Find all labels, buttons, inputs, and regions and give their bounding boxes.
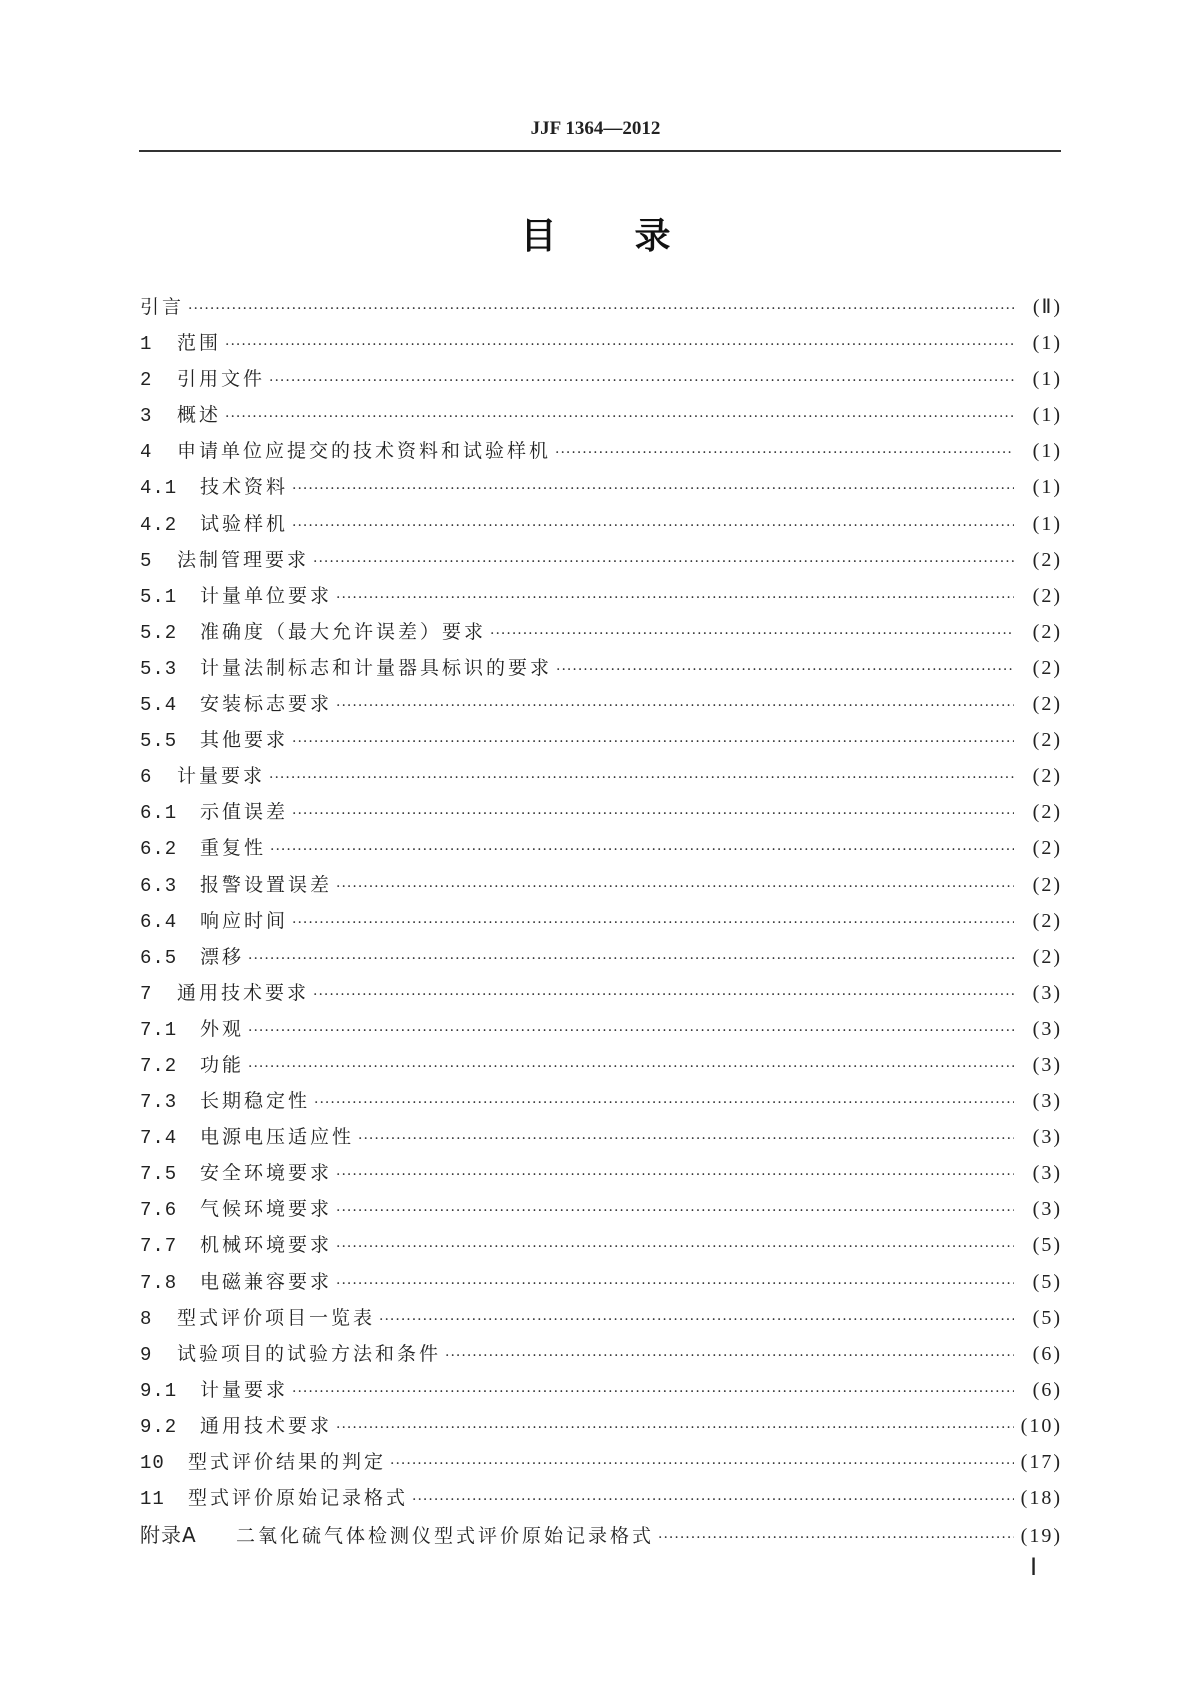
toc-entry-page: (1) (1032, 440, 1062, 463)
dot-leader (336, 1239, 1014, 1255)
toc-entry[interactable] (140, 1086, 1062, 1122)
toc-entry-page: (5) (1032, 1270, 1062, 1293)
dot-leader (336, 1420, 1014, 1436)
toc-entry-title: 电磁兼容要求 (200, 1270, 333, 1293)
toc-entry-number: 7.5 (140, 1163, 178, 1186)
dot-leader (336, 590, 1014, 606)
toc-entry-title: 安装标志要求 (200, 693, 333, 716)
toc-entry-title: 试验项目的试验方法和条件 (177, 1342, 442, 1365)
toc-entry-number: 4.2 (140, 513, 178, 536)
toc-entry[interactable] (140, 581, 1062, 617)
toc-entry[interactable] (140, 1122, 1062, 1158)
toc-entry-title: 型式评价结果的判定 (188, 1451, 387, 1473)
toc-entry-title: 二氧化硫气体检测仪型式评价原始记录格式 (236, 1525, 655, 1548)
dot-leader (225, 337, 1014, 353)
toc-entry-number: 11 (140, 1488, 165, 1511)
toc-entry-title: 计量单位要求 (200, 584, 333, 607)
toc-entry-title: 示值误差 (200, 801, 289, 824)
toc-entry-title: 引言 (140, 296, 185, 318)
page-number: Ⅰ (1030, 1555, 1038, 1581)
toc-entry-number: 9 (140, 1343, 153, 1366)
toc-entry-page: (Ⅱ) (1032, 296, 1062, 318)
toc-entry-number: 6.4 (140, 910, 178, 933)
toc-entry-page: (3) (1032, 1017, 1062, 1040)
toc-entry-title: 重复性 (200, 837, 267, 860)
toc-entry-title: 计量法制标志和计量器具标识的要求 (200, 656, 553, 679)
toc-entry-page: (2) (1032, 801, 1062, 824)
toc-entry-title: 安全环境要求 (200, 1162, 333, 1185)
toc-entry-page: (3) (1032, 981, 1062, 1004)
toc-entry-title: 漂移 (200, 945, 245, 968)
toc-entry-title: 机械环境要求 (200, 1234, 333, 1257)
dot-leader (292, 734, 1014, 750)
toc-entry-number: 7.2 (140, 1054, 178, 1077)
toc-entry[interactable] (140, 1194, 1062, 1230)
toc-entry-page: (10) (1020, 1414, 1062, 1437)
toc-entry[interactable] (140, 1519, 1062, 1555)
toc-entry-title: 引用文件 (177, 368, 266, 391)
toc-entry[interactable] (140, 1303, 1062, 1339)
toc-entry[interactable] (140, 1267, 1062, 1303)
toc-entry-number: 7.6 (140, 1199, 178, 1222)
toc-entry-title: 申请单位应提交的技术资料和试验样机 (177, 440, 552, 463)
toc-entry-page: (6) (1032, 1378, 1062, 1401)
dot-leader (358, 1131, 1014, 1147)
toc-entry-number: 4 (140, 441, 153, 464)
toc-entry-number: 9.2 (140, 1415, 178, 1438)
toc-entry-number: 8 (140, 1307, 153, 1330)
toc-entry[interactable] (140, 545, 1062, 581)
toc-entry[interactable] (140, 1158, 1062, 1194)
dot-leader (292, 915, 1014, 931)
toc-entry-number: 2 (140, 369, 153, 392)
document-code-header: JJF 1364—2012 (530, 118, 661, 139)
toc-entry-title: 范围 (177, 332, 222, 355)
toc-entry-page: (5) (1032, 1234, 1062, 1257)
toc-entry-page: (2) (1032, 548, 1062, 571)
dot-leader (269, 373, 1014, 389)
toc-entry-page: (2) (1032, 584, 1062, 607)
toc-entry-number: 6.1 (140, 802, 178, 825)
dot-leader (313, 987, 1014, 1003)
toc-entry-page: (3) (1032, 1090, 1062, 1113)
dot-leader (412, 1492, 1014, 1508)
toc-entry-number: 1 (140, 333, 153, 356)
toc-entry[interactable] (140, 1447, 1062, 1483)
toc-entry-title: 长期稳定性 (200, 1090, 311, 1113)
toc-entry[interactable] (140, 328, 1062, 364)
toc-entry-page: (2) (1032, 729, 1062, 752)
dot-leader (188, 301, 1014, 317)
toc-entry-title: 计量要求 (177, 765, 266, 788)
toc-entry-number: 7.3 (140, 1091, 178, 1114)
toc-entry-page: (18) (1020, 1487, 1062, 1510)
toc-entry-page: (2) (1032, 656, 1062, 679)
dot-leader (270, 842, 1014, 858)
toc-entry-title: 计量要求 (200, 1378, 289, 1401)
toc-entry-page: (2) (1032, 837, 1062, 860)
toc-entry-number: 7.1 (140, 1018, 178, 1041)
toc-entry[interactable] (140, 725, 1062, 761)
toc-entry-title: 准确度（最大允许误差）要求 (200, 620, 487, 643)
toc-entry-title: 试验样机 (200, 512, 289, 535)
toc-entry[interactable] (140, 1230, 1062, 1266)
toc-entry[interactable] (140, 689, 1062, 725)
dot-leader (248, 1059, 1014, 1075)
toc-entry-number: 9.1 (140, 1379, 178, 1402)
toc-entry[interactable] (140, 1411, 1062, 1447)
dot-leader (336, 698, 1014, 714)
toc-entry-number: 7.4 (140, 1127, 178, 1150)
toc-entry-title: 其他要求 (200, 729, 289, 752)
toc-entry-number: 5.1 (140, 585, 178, 608)
toc-entry[interactable] (140, 1375, 1062, 1411)
toc-entry[interactable] (140, 870, 1062, 906)
dot-leader (248, 1023, 1014, 1039)
toc-entry-title: 技术资料 (200, 476, 289, 499)
toc-entry-title: 报警设置误差 (200, 873, 333, 896)
toc-entry-page: (2) (1032, 620, 1062, 643)
toc-entry-page: (1) (1032, 404, 1062, 427)
dot-leader (379, 1312, 1014, 1328)
toc-entry-title: 概述 (177, 404, 222, 427)
dot-leader (336, 879, 1014, 895)
toc-entry-page: (2) (1032, 873, 1062, 896)
toc-entry[interactable] (140, 509, 1062, 545)
table-of-contents (140, 292, 1062, 1555)
dot-leader (556, 662, 1014, 678)
toc-entry-page: (2) (1032, 945, 1062, 968)
toc-entry-page: (1) (1032, 332, 1062, 355)
toc-entry-number: 6 (140, 766, 153, 789)
toc-entry[interactable] (140, 653, 1062, 689)
toc-entry-title: 气候环境要求 (200, 1198, 333, 1221)
toc-entry-page: (17) (1020, 1451, 1062, 1473)
toc-entry-page: (3) (1032, 1198, 1062, 1221)
toc-entry[interactable] (140, 833, 1062, 869)
toc-entry-page: (1) (1032, 476, 1062, 499)
toc-entry-page: (1) (1032, 368, 1062, 391)
toc-entry-number: 5.3 (140, 657, 178, 680)
toc-entry[interactable] (140, 1050, 1062, 1086)
toc-entry-page: (2) (1032, 693, 1062, 716)
header-rule (139, 150, 1061, 152)
dot-leader (490, 626, 1014, 642)
dot-leader (292, 1384, 1014, 1400)
toc-entry[interactable] (140, 436, 1062, 472)
dot-leader (313, 554, 1014, 570)
dot-leader (225, 409, 1014, 425)
toc-entry-title: 电源电压适应性 (200, 1126, 355, 1149)
toc-entry-title: 法制管理要求 (177, 548, 310, 571)
dot-leader (269, 770, 1014, 786)
toc-entry[interactable] (140, 797, 1062, 833)
toc-entry[interactable] (140, 364, 1062, 400)
toc-entry-page: (3) (1032, 1162, 1062, 1185)
dot-leader (336, 1167, 1014, 1183)
toc-entry[interactable] (140, 906, 1062, 942)
dot-leader (445, 1348, 1014, 1364)
toc-entry-number: 附录A (140, 1523, 197, 1548)
toc-entry-page: (2) (1032, 765, 1062, 788)
toc-entry-number: 4.1 (140, 477, 178, 500)
toc-entry-number: 6.2 (140, 838, 178, 861)
dot-leader (292, 481, 1014, 497)
dot-leader (555, 445, 1014, 461)
toc-entry-number: 10 (140, 1452, 165, 1474)
toc-entry[interactable] (140, 472, 1062, 508)
toc-entry-title: 功能 (200, 1053, 245, 1076)
dot-leader (248, 951, 1014, 967)
toc-entry-number: 6.3 (140, 874, 178, 897)
dot-leader (658, 1530, 1014, 1546)
toc-entry-title: 外观 (200, 1017, 245, 1040)
toc-entry[interactable] (140, 400, 1062, 436)
dot-leader (292, 806, 1014, 822)
toc-entry-title: 通用技术要求 (177, 981, 310, 1004)
dot-leader (390, 1456, 1014, 1472)
dot-leader (314, 1095, 1014, 1111)
toc-entry[interactable] (140, 942, 1062, 978)
toc-entry-title: 响应时间 (200, 909, 289, 932)
toc-entry-page: (3) (1032, 1053, 1062, 1076)
toc-entry-number: 5.5 (140, 730, 178, 753)
toc-entry[interactable] (140, 978, 1062, 1014)
toc-entry-page: (1) (1032, 512, 1062, 535)
toc-entry-page: (19) (1020, 1525, 1062, 1548)
toc-entry-page: (5) (1032, 1306, 1062, 1329)
toc-entry[interactable] (140, 1483, 1062, 1519)
toc-entry[interactable] (140, 617, 1062, 653)
toc-entry-title: 型式评价项目一览表 (177, 1306, 376, 1329)
toc-entry-number: 7.8 (140, 1271, 178, 1294)
toc-entry-number: 7.7 (140, 1235, 178, 1258)
toc-entry-title: 通用技术要求 (200, 1414, 333, 1437)
toc-entry[interactable] (140, 1339, 1062, 1375)
toc-entry-number: 6.5 (140, 946, 178, 969)
toc-entry-number: 5.4 (140, 694, 178, 717)
toc-entry[interactable] (140, 292, 1062, 328)
page-title: 目录 (520, 216, 749, 257)
toc-entry-number: 5.2 (140, 621, 178, 644)
toc-entry-page: (2) (1032, 909, 1062, 932)
toc-entry-number: 5 (140, 549, 153, 572)
toc-entry-page: (6) (1032, 1342, 1062, 1365)
toc-entry-number: 3 (140, 405, 153, 428)
toc-entry-number: 7 (140, 982, 153, 1005)
dot-leader (292, 518, 1014, 534)
toc-entry-title: 型式评价原始记录格式 (188, 1487, 409, 1510)
dot-leader (336, 1203, 1014, 1219)
toc-entry[interactable] (140, 761, 1062, 797)
dot-leader (336, 1276, 1014, 1292)
toc-entry[interactable] (140, 1014, 1062, 1050)
toc-entry-page: (3) (1032, 1126, 1062, 1149)
